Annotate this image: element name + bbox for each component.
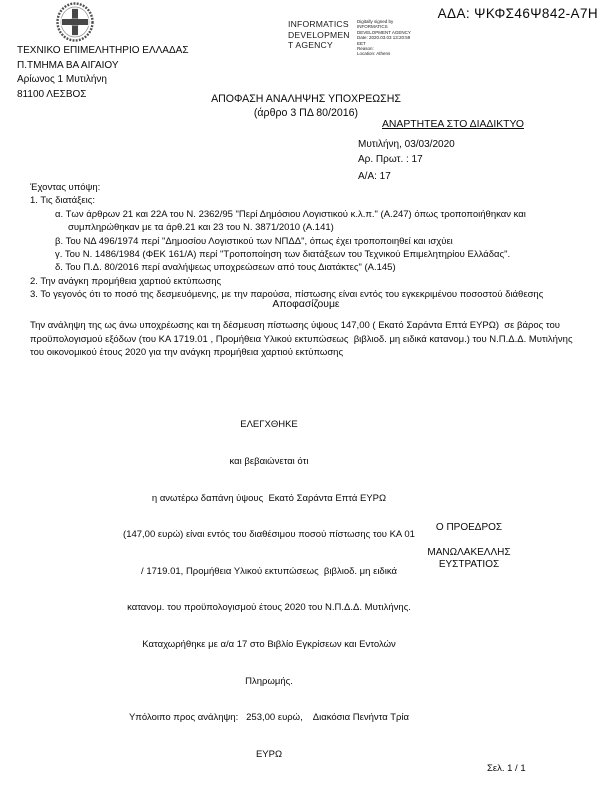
organization-street: Αρίωνος 1 Μυτιλήνη <box>17 74 107 86</box>
signature-line: INFORMATICS <box>357 24 388 30</box>
signatory-firstname: ΕΥΣΤΡΑΤΙΟΣ <box>438 559 500 571</box>
verification-block <box>78 395 460 786</box>
ada-code: ΑΔΑ: ΨΚΦΣ46Ψ842-Α7Η <box>437 6 598 21</box>
decision-body: Την ανάληψη της ως άνω υποχρέωσης και τη δέσμευση πίστωσης ύψους 147,00 ( Εκατό Σαράντα Επτά ΕΥΡΩ) σε βάρος του προϋπολογισμού εξόδων (του ΚΑ 1719.01 , Προμήθεια Υλικού εκτυπώσεως βιβλιοδ. μη ειδικά κατανομ.) του Ν.Π.Δ.Δ. Μυτιλήνης του οικονομικού έτους 2020 για την ανάγκη προμήθεια χαρτιού εκτύπωσης <box>30 320 576 359</box>
decision-heading: Αποφασίζουμε <box>272 299 340 310</box>
organization-city: 81100 ΛΕΣΒΟΣ <box>17 88 87 100</box>
preamble-subitem-c: γ. Του Ν. 1486/1984 (ΦΕΚ 161/Α) περί "Τροποποίηση των διατάξεων του Τεχνικού Επιμελητηρίου Ελλάδας". <box>55 249 511 261</box>
preamble-item-2: 2. Την ανάγκη προμήθεια χαρτιού εκτύπωσης <box>30 275 222 287</box>
signature-line: Location: Athens <box>357 51 391 57</box>
verification-line: κατανομ. του προϋπολογισμού έτους 2020 του Ν.Π.Δ.Δ. Μυτιλήνης. <box>127 602 411 614</box>
preamble-subitem-a: α. Των άρθρων 21 και 22Α του Ν. 2362/95 "Περί Δημόσιου Λογιστικού κ.λ.π." (Α.247) όπως τροποποιήθηκαν και <box>55 208 526 220</box>
preamble-subitem-a-continued: συμπληρώθηκαν με τα άρθ.21 και 23 του Ν. 3871/2010 (Α.141) <box>68 222 334 234</box>
signatory-surname: ΜΑΝΩΛΑΚΕΛΛΗΣ <box>427 546 511 558</box>
place-date: Μυτιλήνη, 03/03/2020 <box>358 139 455 150</box>
protocol-number: Αρ. Πρωτ. : 17 <box>358 154 423 165</box>
signature-line: Reason: <box>357 46 374 52</box>
verification-line: / 1719.01, Προμήθεια Υλικού εκτυπώσεως βιβλιοδ. μη ειδικά <box>141 565 397 577</box>
digital-signature-details <box>357 19 429 57</box>
posting-notice: ΑΝΑΡΤΗΤΕΑ ΣΤΟ ΔΙΑΔΙΚΤΥΟ <box>382 119 524 130</box>
serial-number: Α/Α: 17 <box>358 171 391 182</box>
organization-name: ΤΕΧΝΙΚΟ ΕΠΙΜΕΛΗΤΗΡΙΟ ΕΛΛΑΔΑΣ <box>17 45 189 56</box>
document-subtitle: (άρθρο 3 ΠΔ 80/2016) <box>253 107 359 119</box>
preamble-subitem-b: β. Του ΝΔ 496/1974 περί "Δημοσίου Λογιστικού των ΝΠΔΔ", όπως έχει τροποποιηθεί και ισχύει <box>55 235 453 247</box>
preamble-item-3: 3. Το γεγονός ότι το ποσό της δεσμευόμενης, με την παρούσα, πίστωσης είναι εντός του εγκεκριμένου ποσοστού διάθεσης <box>30 289 544 301</box>
verification-line: (147,00 ευρώ) είναι εντός του διαθέσιμου ποσού πίστωσης του ΚΑ 01 <box>123 529 415 541</box>
document-title-block <box>0 92 612 120</box>
signature-line: Digitally signed by <box>357 19 394 24</box>
organization-department: Π.ΤΜΗΜΑ ΒΑ ΑΙΓΑΙΟΥ <box>17 59 119 71</box>
preamble-subitem-d: δ. Του Π.Δ. 80/2016 περί αναλήψεως υποχρεώσεων από τους Διατάκτες" (Α.145) <box>55 262 396 274</box>
preamble-item-1: 1. Τις διατάξεις: <box>30 195 95 207</box>
preamble-intro: Έχοντας υπόψη: <box>30 182 101 193</box>
verification-line: Καταχωρήθηκε με α/α 17 στο Βιβλίο Εγκρίσεων και Εντολών <box>142 639 396 651</box>
preamble-list <box>30 181 608 302</box>
signature-line: Date: 2020.03.03 13:20:59 <box>357 35 411 41</box>
verification-line: η ανωτέρω δαπάνη ύψους Εκατό Σαράντα Επτά ΕΥΡΩ <box>151 492 387 504</box>
signatory-block <box>383 522 555 572</box>
page-number: Σελ. 1 / 1 <box>487 763 526 774</box>
signing-agency-name: INFORMATICS DEVELOPMENT AGENCY <box>288 19 350 50</box>
document-meta <box>358 139 455 182</box>
verification-heading: ΕΛΕΓΧΘΗΚΕ <box>240 419 298 431</box>
signatory-role: Ο ΠΡΟΕΔΡΟΣ <box>435 522 503 533</box>
signature-line: DEVELOPMENT AGENCY <box>357 29 411 35</box>
document-title: ΑΠΟΦΑΣΗ ΑΝΑΛΗΨΗΣ ΥΠΟΧΡΕΩΣΗΣ <box>211 93 401 105</box>
verification-line: και βεβαιώνεται ότι <box>229 456 309 468</box>
digital-signature-stamp <box>288 19 429 57</box>
verification-line: Υπόλοιπο προς ανάληψη: 253,00 ευρώ, Διακόσια Πενήντα Τρία <box>128 712 410 724</box>
verification-line: ΕΥΡΩ <box>255 748 283 760</box>
signature-line: EET <box>357 40 366 46</box>
verification-line: Πληρωμής. <box>245 675 293 687</box>
